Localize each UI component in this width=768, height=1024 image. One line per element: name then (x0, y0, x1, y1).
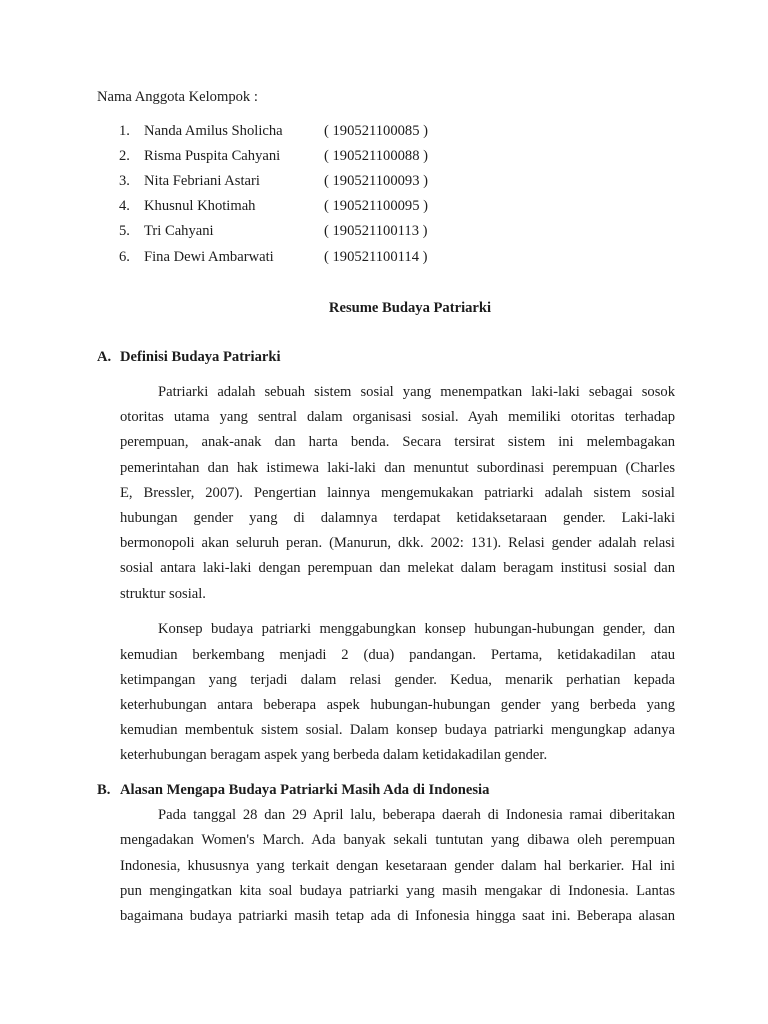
member-number: 6. (119, 249, 130, 265)
text-line: kemudian membentuk sistem sosial. Dalam konsep budaya patriarki mengungkap adanya (120, 722, 675, 738)
section-a-heading: Definisi Budaya Patriarki (120, 349, 281, 365)
member-nim: ( 190521100114 ) (324, 249, 428, 265)
text-line: Patriarki adalah sebuah sistem sosial yang menempatkan laki-laki sebagai sosok (158, 384, 675, 400)
text-line: pemerintahan dan hak istimewa laki-laki dan menuntut subordinasi perempuan (Charles (120, 460, 675, 476)
member-number: 5. (119, 223, 130, 239)
member-nim: ( 190521100093 ) (324, 173, 429, 189)
member-number: 2. (119, 148, 130, 164)
member-name: Tri Cahyani (144, 223, 214, 239)
member-nim: ( 190521100095 ) (324, 198, 429, 214)
member-name: Nanda Amilus Sholicha (144, 123, 283, 139)
text-line: struktur sosial. (120, 586, 206, 602)
document-title: Resume Budaya Patriarki (328, 300, 492, 316)
text-line: perempuan, anak-anak dan harta benda. Secara tersirat sistem ini melembagakan (120, 434, 675, 450)
text-line: keterhubungan antara beberapa aspek hubungan-hubungan gender yang berbeda yang (120, 697, 675, 713)
text-line: keterhubungan beragam aspek yang berbeda dalam ketidakadilan gender. (120, 747, 548, 763)
section-a-letter: A. (97, 349, 112, 365)
text-line: bermonopoli akan seluruh peran. (Manurun, dkk. 2002: 131). Relasi gender adalah relasi (120, 535, 675, 551)
member-number: 3. (119, 173, 130, 189)
member-nim: ( 190521100085 ) (324, 123, 429, 139)
section-b-heading: Alasan Mengapa Budaya Patriarki Masih Ada di Indonesia (120, 782, 490, 798)
member-nim: ( 190521100088 ) (324, 148, 429, 164)
text-line: bagaimana budaya patriarki masih tetap ada di Infonesia hingga saat ini. Beberapa alasan (120, 908, 675, 924)
text-line: hubungan gender yang di dalamnya terdapat ketidaksetaraan gender. Laki-laki (120, 510, 675, 526)
text-line: Konsep budaya patriarki menggabungkan konsep hubungan-hubungan gender, dan (158, 621, 675, 637)
text-line: kemudian berkembang menjadi 2 (dua) pandangan. Pertama, ketidakadilan atau (120, 647, 675, 663)
member-name: Risma Puspita Cahyani (144, 148, 281, 164)
text-line: mengadakan Women's March. Ada banyak sekali tuntutan yang dibawa oleh perempuan (120, 832, 675, 848)
text-line: sosial antara laki-laki dengan perempuan dan melekat dalam beragam institusi sosial dan (120, 560, 675, 576)
member-name: Khusnul Khotimah (144, 198, 256, 214)
member-name: Nita Febriani Astari (144, 173, 260, 189)
text-line: Pada tanggal 28 dan 29 April lalu, beberapa daerah di Indonesia ramai diberitakan (158, 807, 675, 823)
section-b-letter: B. (97, 782, 111, 798)
text-line: pun mengingatkan kita soal budaya patriarki yang masih mengakar di Indonesia. Lantas (120, 883, 675, 899)
text-line: ketimpangan yang terjadi dalam relasi gender. Kedua, menarik perhatian kepada (120, 672, 675, 688)
text-line: E, Bressler, 2007). Pengertian lainnya mengemukakan patriarki adalah sistem sosial (120, 485, 675, 501)
member-number: 1. (119, 123, 130, 139)
member-nim: ( 190521100113 ) (324, 223, 428, 239)
text-line: otoritas utama yang sentral dalam organisasi sosial. Ayah memiliki otoritas terhadap (120, 409, 675, 425)
member-number: 4. (119, 198, 130, 214)
member-name: Fina Dewi Ambarwati (144, 249, 274, 265)
text-line: Indonesia, khususnya yang terkait dengan kesetaraan gender dalam hal berkarier. Hal ini (120, 858, 675, 874)
members-heading: Nama Anggota Kelompok : (97, 89, 258, 105)
